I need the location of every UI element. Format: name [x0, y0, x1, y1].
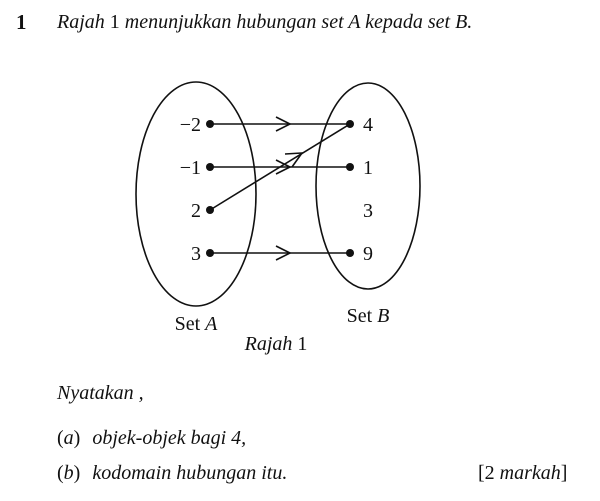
dot-b-2 [346, 163, 354, 171]
set-b-element: 4 [363, 114, 373, 136]
set-a-element: −1 [179, 157, 201, 179]
question-part-b [57, 462, 287, 485]
question-part-a [57, 427, 246, 450]
dot-b-4 [346, 249, 354, 257]
part-label: (b) [57, 462, 81, 484]
set-b-element-labels [363, 114, 373, 265]
dot-a-2 [206, 163, 214, 171]
arrow-lines [210, 117, 350, 260]
question-number: 1 [16, 10, 27, 34]
part-text: kodomain hubungan itu. [92, 462, 288, 484]
set-a-element: 2 [191, 200, 201, 222]
part-text: objek-objek bagi 4, [92, 427, 247, 449]
set-b-label: Set B [346, 305, 390, 327]
instruction-text: Nyatakan , [57, 382, 144, 404]
set-a-element: 3 [191, 243, 201, 265]
set-a-element-labels [180, 114, 201, 265]
stem-figure-number: 1 [109, 11, 120, 33]
figure-caption: Rajah 1 [244, 333, 308, 355]
set-b-element: 9 [363, 243, 373, 265]
set-a-element: −2 [179, 114, 201, 136]
dot-a-3 [206, 206, 214, 214]
dot-b-1 [346, 120, 354, 128]
dot-a-1 [206, 120, 214, 128]
set-b-element: 3 [363, 200, 373, 222]
part-label: (a) [57, 427, 81, 449]
set-b-dots [346, 120, 354, 257]
stem-suffix: menunjukkan hubungan set A kepada set B. [119, 11, 473, 33]
set-b-element: 1 [363, 157, 373, 179]
set-a-dots [206, 120, 214, 257]
set-a-label: Set A [174, 313, 218, 335]
stem-prefix: Rajah [57, 11, 110, 33]
marks-allocation: [2 markah] [478, 462, 568, 484]
dot-a-4 [206, 249, 214, 257]
